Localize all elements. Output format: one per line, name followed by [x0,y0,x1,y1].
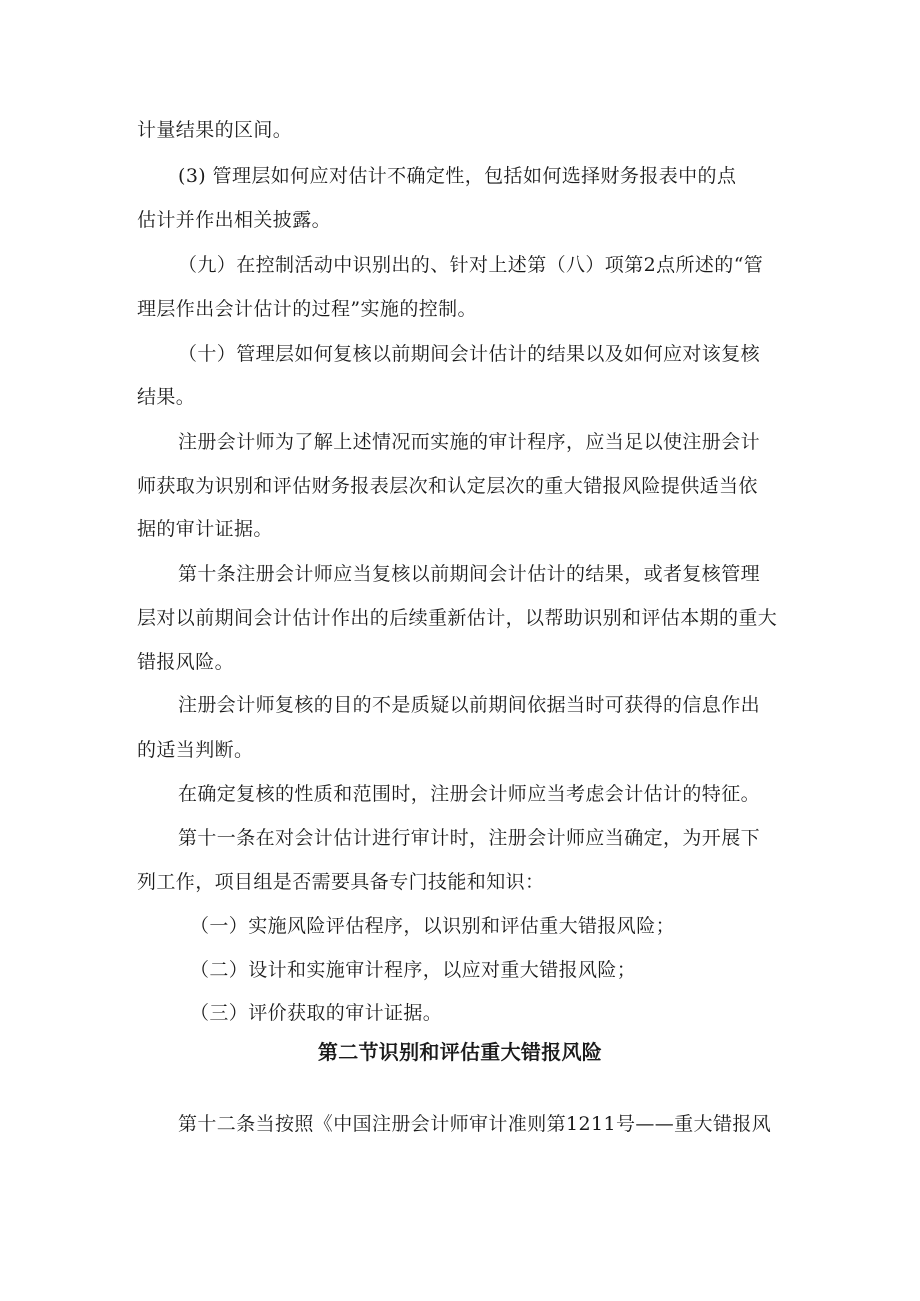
text-line-20: （二）设计和实施审计程序，以应对重大错报风险； [190,959,637,981]
text-line-6: （十）管理层如何复核以前期间会计估计的结果以及如何应对该复核 [178,343,761,365]
text-line-21: （三）评价获取的审计证据。 [190,1002,443,1024]
text-line-8: 注册会计师为了解上述情况而实施的审计程序，应当足以使注册会计 [178,431,761,453]
text-line-1: 计量结果的区间。 [137,119,293,141]
text-line-13: 错报风险。 [137,651,235,673]
text-line-3: 估计并作出相关披露。 [137,209,332,231]
text-line-18: 列工作，项目组是否需要具备专门技能和知识： [137,871,545,893]
text-line-4: （九）在控制活动中识别出的、针对上述第（八）项第2点所述的“管 [178,254,764,276]
section-heading: 第二节识别和评估重大错报风险 [317,1040,603,1064]
text-line-19: （一）实施风险评估程序，以识别和评估重大错报风险； [190,915,676,937]
text-line-11: 第十条注册会计师应当复核以前期间会计估计的结果，或者复核管理 [178,563,761,585]
text-line-10: 据的审计证据。 [137,518,273,540]
text-line-2: (3) 管理层如何应对估计不确定性，包括如何选择财务报表中的点 [178,165,737,187]
text-line-16: 在确定复核的性质和范围时，注册会计师应当考虑会计估计的特征。 [178,783,761,805]
text-line-14: 注册会计师复核的目的不是质疑以前期间依据当时可获得的信息作出 [178,694,761,716]
text-line-last: 第十二条当按照《中国注册会计师审计准则第1211号——重大错报风 [178,1113,772,1135]
text-line-17: 第十一条在对会计估计进行审计时，注册会计师应当确定，为开展下 [178,827,761,849]
text-line-12: 层对以前期间会计估计作出的后续重新估计，以帮助识别和评估本期的重大 [137,607,778,629]
text-line-9: 师获取为识别和评估财务报表层次和认定层次的重大错报风险提供适当依 [137,475,758,497]
text-line-7: 结果。 [137,386,196,408]
text-line-15: 的适当判断。 [137,739,254,761]
text-line-5: 理层作出会计估计的过程”实施的控制。 [137,298,477,320]
